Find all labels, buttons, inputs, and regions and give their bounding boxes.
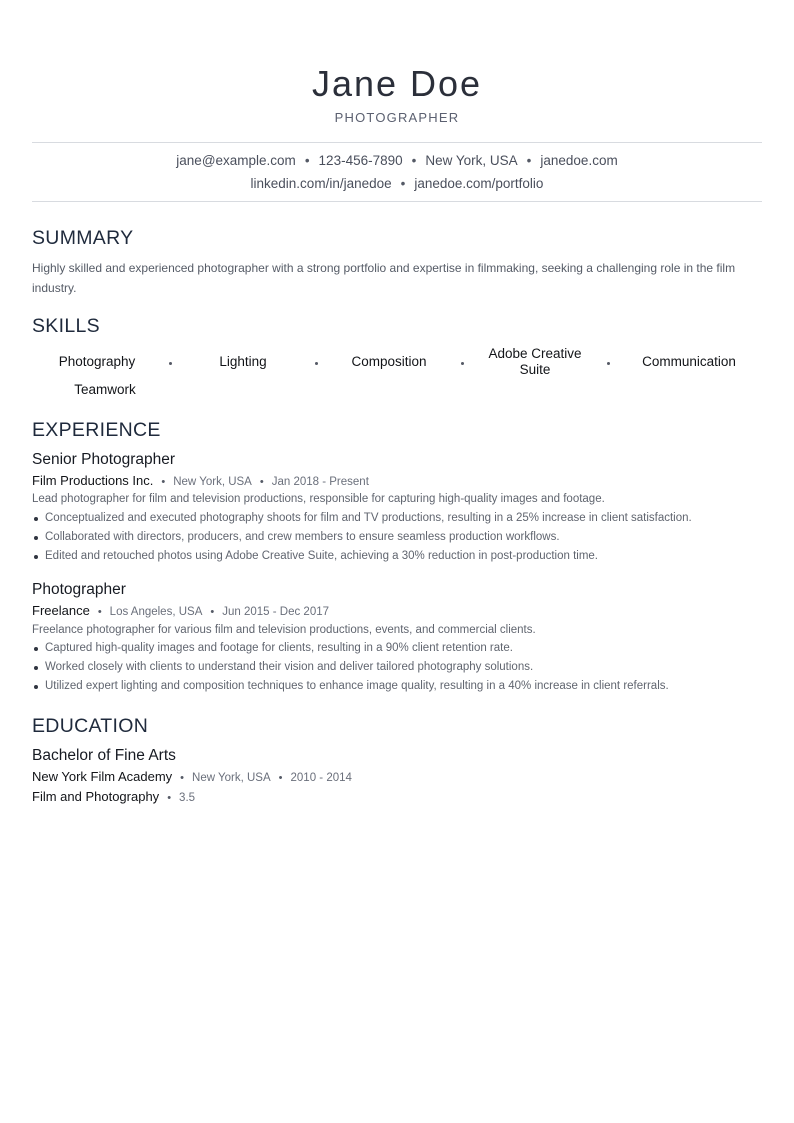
- skill-item: Adobe Creative Suite: [488, 346, 582, 377]
- contact-email[interactable]: jane@example.com: [176, 153, 296, 168]
- job-dates: Jan 2018 - Present: [271, 476, 369, 488]
- job-title: Senior Photographer: [32, 451, 176, 468]
- job-description: Lead photographer for film and television productions, responsible for capturing high-quality images and footage.: [32, 493, 605, 505]
- job-meta: [32, 472, 369, 491]
- bullet-text: Worked closely with clients to understand their vision and deliver tailored photography solutions.: [45, 661, 534, 673]
- bullet-text: Collaborated with directors, producers, and crew members to ensure seamless production workflows.: [45, 531, 560, 543]
- experience-heading: EXPERIENCE: [32, 419, 161, 441]
- bullet-text: Captured high-quality images and footage for clients, resulting in a 90% client retention rate.: [45, 642, 513, 654]
- contact-line-1: [0, 152, 794, 170]
- contact-location: New York, USA: [425, 153, 518, 168]
- contact-website[interactable]: janedoe.com: [540, 153, 618, 168]
- bullet-text: Edited and retouched photos using Adobe Creative Suite, achieving a 30% reduction in post-production time.: [45, 550, 598, 562]
- bullet-icon: [34, 666, 38, 670]
- separator: •: [180, 772, 185, 784]
- education-heading: EDUCATION: [32, 715, 149, 737]
- candidate-title: PHOTOGRAPHER: [334, 110, 460, 125]
- education-meta: [32, 768, 352, 787]
- separator: •: [304, 153, 310, 168]
- separator: •: [210, 606, 215, 618]
- skills-heading: SKILLS: [32, 315, 100, 337]
- separator: •: [411, 153, 417, 168]
- job-meta: [32, 602, 329, 621]
- bullet-text: Utilized expert lighting and composition techniques to enhance image quality, resulting in a 40% increase in client referrals.: [45, 680, 669, 692]
- education-field-row: [32, 788, 195, 807]
- job-bullet: [32, 640, 513, 656]
- separator: •: [526, 153, 532, 168]
- skill-item: Lighting: [219, 354, 267, 369]
- bullet-icon: [34, 647, 38, 651]
- job-bullet: [32, 510, 692, 526]
- skill-separator: [607, 362, 610, 365]
- job-location: New York, USA: [173, 476, 252, 488]
- skill-item: Photography: [58, 354, 136, 369]
- skill-item: Communication: [642, 354, 736, 369]
- job-dates: Jun 2015 - Dec 2017: [222, 606, 330, 618]
- contact-line-2: [0, 175, 794, 193]
- bullet-icon: [34, 517, 38, 521]
- bullet-text: Conceptualized and executed photography shoots for film and TV productions, resulting in a 25% increase in client satisfaction.: [45, 512, 692, 524]
- separator: •: [259, 476, 264, 488]
- degree-title: Bachelor of Fine Arts: [32, 747, 176, 764]
- summary-heading: SUMMARY: [32, 227, 134, 249]
- gpa-value: 3.5: [179, 792, 196, 804]
- skill-item: Teamwork: [74, 382, 136, 397]
- field-of-study: Film and Photography: [32, 789, 160, 804]
- contact-phone[interactable]: 123-456-7890: [318, 153, 403, 168]
- header-divider-top: [32, 142, 762, 143]
- separator: •: [167, 792, 172, 804]
- job-location: Los Angeles, USA: [109, 606, 203, 618]
- summary-text: Highly skilled and experienced photographer with a strong portfolio and expertise in filmmaking, seeking a challenging role in the film industry.: [32, 261, 736, 295]
- skill-separator: [461, 362, 464, 365]
- job-bullet: [32, 548, 598, 564]
- bullet-icon: [34, 555, 38, 559]
- separator: •: [278, 772, 283, 784]
- skill-item: Composition: [351, 354, 427, 369]
- skill-separator: [169, 362, 172, 365]
- skill-separator: [315, 362, 318, 365]
- job-bullet: [32, 529, 560, 545]
- job-company: Freelance: [32, 603, 90, 618]
- education-dates: 2010 - 2014: [290, 772, 352, 784]
- job-bullet: [32, 678, 669, 694]
- school-location: New York, USA: [192, 772, 271, 784]
- bullet-icon: [34, 685, 38, 689]
- school-name: New York Film Academy: [32, 769, 173, 784]
- candidate-name: Jane Doe: [311, 63, 483, 104]
- header-divider-bottom: [32, 201, 762, 202]
- job-bullet: [32, 659, 533, 675]
- job-title: Photographer: [32, 581, 126, 598]
- separator: •: [97, 606, 102, 618]
- bullet-icon: [34, 536, 38, 540]
- job-company: Film Productions Inc.: [32, 473, 154, 488]
- separator: •: [161, 476, 166, 488]
- contact-linkedin[interactable]: linkedin.com/in/janedoe: [250, 176, 392, 191]
- separator: •: [400, 176, 406, 191]
- job-description: Freelance photographer for various film and television productions, events, and commercial clients.: [32, 624, 536, 636]
- contact-portfolio[interactable]: janedoe.com/portfolio: [414, 176, 544, 191]
